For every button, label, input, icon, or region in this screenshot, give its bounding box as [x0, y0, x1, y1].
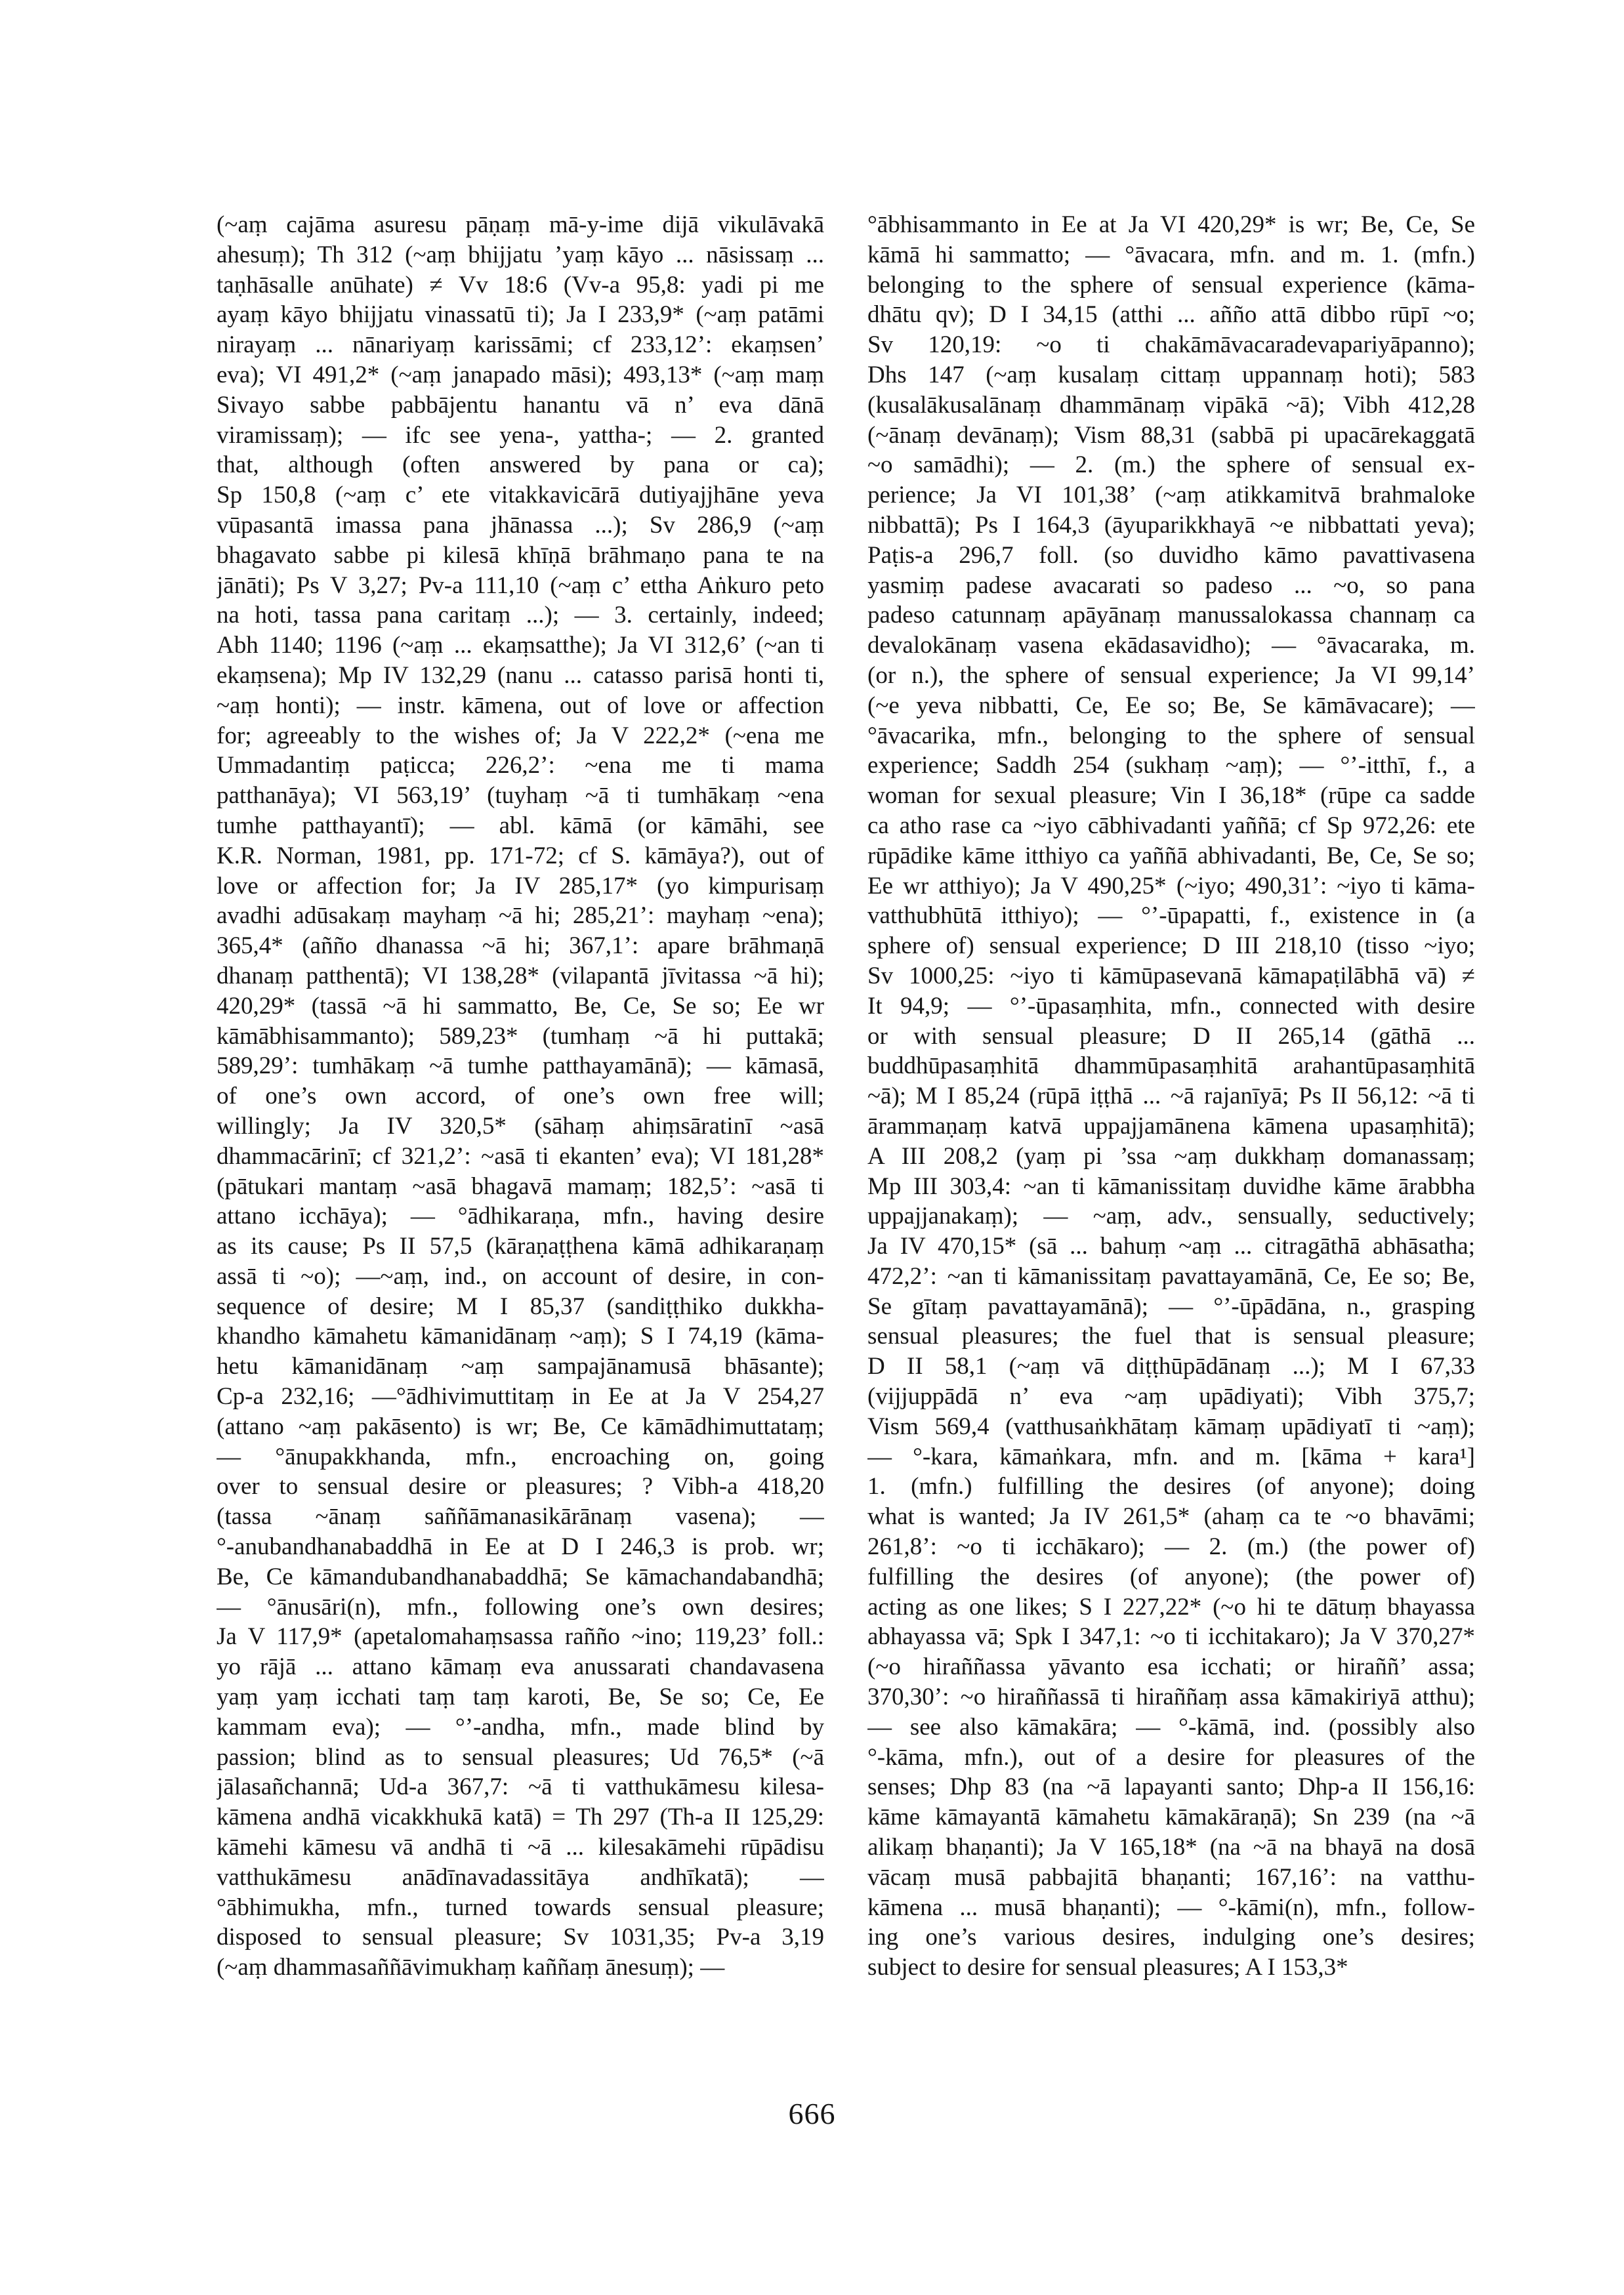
text-line: Paṭis-a 296,7 foll. (so duvidho kāmo pavattivasena	[867, 541, 1475, 569]
text-line: Be, Ce kāmandubandhanabaddhā; Se kāmachandabandhā;	[217, 1563, 824, 1590]
text-line: kāmena ... musā bhaṇanti); — °-kāmi(n), mfn., follow-	[867, 1893, 1475, 1921]
text-line: D II 58,1 (~aṃ vā diṭṭhūpādānaṃ ...); M I 67,33	[867, 1353, 1475, 1380]
text-line: (~aṃ dhammasaññāvimukhaṃ kaññaṃ ānesuṃ); —	[217, 1954, 725, 1981]
text-line: what is wanted; Ja IV 261,5* (ahaṃ ca te ~o bhavāmi;	[867, 1503, 1475, 1531]
text-line: assā ti ~o); —~aṃ, ind., on account of desire, in con-	[217, 1262, 824, 1290]
text-line: love or affection for; Ja IV 285,17* (yo kimpurisaṃ	[217, 872, 824, 899]
text-line: Mp III 303,4: ~an ti kāmanissitaṃ duvidhe kāme ārabbha	[867, 1172, 1475, 1200]
text-line: ahesuṃ); Th 312 (~aṃ bhijjatu ’yaṃ kāyo ... nāsissaṃ ...	[217, 241, 824, 268]
text-line: senses; Dhp 83 (na ~ā lapayanti santo; Dhp-a II 156,16:	[867, 1773, 1475, 1801]
text-line: °ābhisammanto in Ee at Ja VI 420,29* is wr; Be, Ce, Se	[867, 211, 1475, 238]
text-line: buddhūpasaṃhitā dhammūpasaṃhitā arahantūpasaṃhitā	[867, 1052, 1475, 1080]
text-line: ca atho rase ca ~iyo cābhivadanti yaññā; cf Sp 972,26: ete	[867, 812, 1475, 839]
text-line: tumhe patthayantī); — abl. kāmā (or kāmāhi, see	[217, 812, 824, 839]
text-line: willingly; Ja IV 320,5* (sāhaṃ ahiṃsāratinī ~asā	[217, 1112, 824, 1140]
text-line: ~o samādhi); — 2. (m.) the sphere of sensual ex-	[867, 451, 1475, 479]
text-line: yaṃ yaṃ icchati taṃ taṃ karoti, Be, Se so; Ce, Ee	[217, 1684, 824, 1711]
text-line: taṇhāsalle anūhate) ≠ Vv 18:6 (Vv-a 95,8: yadi pi me	[217, 271, 824, 299]
text-line: 370,30’: ~o hiraññassā ti hiraññaṃ assa kāmakiriyā atthu);	[867, 1684, 1475, 1711]
text-line: dhātu qv); D I 34,15 (atthi ... añño attā dibbo rūpī ~o;	[867, 301, 1475, 329]
text-line: subject to desire for sensual pleasures; A I 153,3*	[867, 1954, 1348, 1981]
text-line: na hoti, tassa pana caritaṃ ...); — 3. certainly, indeed;	[217, 602, 824, 629]
text-line: vūpasantā imassa pana jhānassa ...); Sv 286,9 (~aṃ	[217, 511, 824, 539]
text-line: alikaṃ bhaṇanti); Ja V 165,18* (na ~ā na bhayā na dosā	[867, 1834, 1475, 1861]
text-line: Sv 1000,25: ~iyo ti kāmūpasevanā kāmapaṭilābhā vā) ≠	[867, 962, 1475, 989]
right-column	[867, 210, 1475, 1983]
text-line: °-anubandhanabaddhā in Ee at D I 246,3 is prob. wr;	[217, 1533, 824, 1561]
text-line: ing one’s various desires, indulging one’s desires;	[867, 1924, 1475, 1951]
text-line: (vijjuppādā n’ eva ~aṃ upādiyati); Vibh 375,7;	[867, 1383, 1475, 1411]
text-line: passion; blind as to sensual pleasures; Ud 76,5* (~ā	[217, 1743, 824, 1771]
text-line: vācaṃ musā pabbajitā bhaṇanti; 167,16’: na vatthu-	[867, 1863, 1475, 1891]
text-line: (~ānaṃ devānaṃ); Vism 88,31 (sabbā pi upacārekaggatā	[867, 421, 1475, 449]
text-line: It 94,9; — °’-ūpasaṃhita, mfn., connected with desire	[867, 992, 1475, 1020]
text-line: kāme kāmayantā kāmahetu kāmakāraṇā); Sn 239 (na ~ā	[867, 1804, 1475, 1831]
text-line: Ja IV 470,15* (sā ... bahuṃ ~aṃ ... citragāthā abhāsatha;	[867, 1233, 1475, 1260]
text-line: Ummadantiṃ paṭicca; 226,2’: ~ena me ti mama	[217, 752, 824, 779]
text-line: khandho kāmahetu kāmanidānaṃ ~aṃ); S I 74,19 (kāma-	[217, 1323, 824, 1350]
text-line: eva); VI 491,2* (~aṃ janapado māsi); 493,13* (~aṃ maṃ	[217, 361, 824, 388]
text-line: uppajjanakaṃ); — ~aṃ, adv., sensually, seductively;	[867, 1203, 1475, 1230]
text-line: Ja V 117,9* (apetalomahaṃsassa rañño ~ino; 119,23’ foll.:	[217, 1623, 824, 1651]
text-line: fulfilling the desires (of anyone); (the power of)	[867, 1563, 1475, 1590]
text-line: — see also kāmakāra; — °-kāmā, ind. (possibly also	[867, 1713, 1475, 1741]
text-line: avadhi adūsakaṃ mayhaṃ ~ā hi; 285,21’: mayhaṃ ~ena);	[217, 902, 824, 930]
left-column	[217, 210, 824, 1983]
text-line: 589,29’: tumhākaṃ ~ā tumhe patthayamānā); — kāmasā,	[217, 1052, 824, 1080]
text-line: kāmābhisammanto); 589,23* (tumhaṃ ~ā hi puttakā;	[217, 1022, 824, 1050]
text-line: ~aṃ honti); — instr. kāmena, out of love or affection	[217, 692, 824, 719]
text-line: — °-kara, kāmaṅkara, mfn. and m. [kāma + kara¹]	[867, 1443, 1475, 1470]
text-line: kammam eva); — °’-andha, mfn., made blind by	[217, 1713, 824, 1741]
text-line: Sivayo sabbe pabbājentu hanantu vā n’ eva dānā	[217, 391, 824, 419]
page-number: 666	[788, 2097, 836, 2130]
text-line: Vism 569,4 (vatthusaṅkhātaṃ kāmaṃ upādiyatī ti ~aṃ);	[867, 1413, 1475, 1440]
text-line: or with sensual pleasure; D II 265,14 (gāthā ...	[867, 1022, 1475, 1050]
text-line: — °ānupakkhanda, mfn., encroaching on, going	[217, 1443, 824, 1470]
text-line: bhagavato sabbe pi kilesā khīṇā brāhmaṇo pana te na	[217, 541, 824, 569]
text-line: yo rājā ... attano kāmaṃ eva anussarati chandavasena	[217, 1653, 824, 1681]
text-line: vatthubhūtā itthiyo); — °’-ūpapatti, f., existence in (a	[867, 902, 1475, 930]
text-line: belonging to the sphere of sensual experience (kāma-	[867, 271, 1475, 299]
text-line: 365,4* (añño dhanassa ~ā hi; 367,1’: apare brāhmaṇā	[217, 932, 824, 960]
text-line: attano icchāya); — °ādhikaraṇa, mfn., having desire	[217, 1203, 824, 1230]
text-line: 1. (mfn.) fulfilling the desires (of anyone); doing	[867, 1473, 1475, 1500]
text-line: jālasañchannā; Ud-a 367,7: ~ā ti vatthukāmesu kilesa-	[217, 1773, 824, 1801]
text-line: ekaṃsena); Mp IV 132,29 (nanu ... catasso parisā honti ti,	[217, 661, 824, 689]
text-line: (attano ~aṃ pakāsento) is wr; Be, Ce kāmādhimuttataṃ;	[217, 1413, 824, 1440]
text-line: acting as one likes; S I 227,22* (~o hi te dātuṃ bhayassa	[867, 1593, 1475, 1621]
text-line: vatthukāmesu anādīnavadassitāya andhīkatā); —	[217, 1863, 824, 1891]
text-line: °āvacarika, mfn., belonging to the sphere of sensual	[867, 722, 1475, 749]
text-line: (tassa ~ānaṃ saññāmanasikārānaṃ vasena); —	[217, 1503, 824, 1531]
text-line: experience; Saddh 254 (sukhaṃ ~aṃ); — °’-itthī, f., a	[867, 752, 1475, 779]
text-line: Abh 1140; 1196 (~aṃ ... ekaṃsatthe); Ja VI 312,6’ (~an ti	[217, 632, 824, 659]
text-line: kāmehi kāmesu vā andhā ti ~ā ... kilesakāmehi rūpādisu	[217, 1834, 824, 1861]
text-line: devalokānaṃ vasena ekādasavidho); — °āvacaraka, m.	[867, 632, 1475, 659]
text-line: kāmā hi sammatto; — °āvacara, mfn. and m. 1. (mfn.)	[867, 241, 1475, 268]
text-line: over to sensual desire or pleasures; ? Vibh-a 418,20	[217, 1473, 824, 1500]
text-line: sequence of desire; M I 85,37 (sandiṭṭhiko dukkha-	[217, 1292, 824, 1320]
text-line: (kusalākusalānaṃ dhammānaṃ vipākā ~ā); Vibh 412,28	[867, 391, 1475, 419]
text-line: yasmiṃ padese avacarati so padeso ... ~o, so pana	[867, 571, 1475, 599]
text-line: A III 208,2 (yaṃ pi ’ssa ~aṃ dukkhaṃ domanassaṃ;	[867, 1142, 1475, 1170]
text-line: °ābhimukha, mfn., turned towards sensual pleasure;	[217, 1893, 824, 1921]
text-line: ayaṃ kāyo bhijjatu vinassatū ti); Ja I 233,9* (~aṃ patāmi	[217, 301, 824, 329]
text-line: — °ānusāri(n), mfn., following one’s own desires;	[217, 1593, 824, 1621]
text-line: Cp-a 232,16; —°ādhivimuttitaṃ in Ee at Ja V 254,27	[217, 1383, 824, 1411]
text-line: Dhs 147 (~aṃ kusalaṃ cittaṃ uppannaṃ hoti); 583	[867, 361, 1475, 388]
text-line: dhammacārinī; cf 321,2’: ~asā ti ekanten’ eva); VI 181,28*	[217, 1142, 824, 1170]
text-line: ārammaṇaṃ katvā uppajjamānena kāmena upasaṃhitā);	[867, 1112, 1475, 1140]
text-line: woman for sexual pleasure; Vin I 36,18* (rūpe ca sadde	[867, 782, 1475, 810]
text-line: (pātukari mantaṃ ~asā bhagavā mamaṃ; 182,5’: ~asā ti	[217, 1172, 824, 1200]
text-line: padeso catunnaṃ apāyānaṃ manussalokassa channaṃ ca	[867, 602, 1475, 629]
text-line: kāmena andhā vicakkhukā katā) = Th 297 (Th-a II 125,29:	[217, 1804, 824, 1831]
text-line: nirayaṃ ... nānariyaṃ karissāmi; cf 233,12’: ekaṃsen’	[217, 331, 824, 359]
text-line: hetu kāmanidānaṃ ~aṃ sampajānamusā bhāsante);	[217, 1353, 824, 1380]
text-line: of one’s own accord, of one’s own free will;	[217, 1083, 824, 1110]
text-line: Ee wr atthiyo); Ja V 490,25* (~iyo; 490,31’: ~iyo ti kāma-	[867, 872, 1475, 899]
text-line: (~e yeva nibbatti, Ce, Ee so; Be, Se kāmāvacare); —	[867, 692, 1475, 719]
text-line: disposed to sensual pleasure; Sv 1031,35; Pv-a 3,19	[217, 1924, 824, 1951]
text-line: patthanāya); VI 563,19’ (tuyhaṃ ~ā ti tumhākaṃ ~ena	[217, 782, 824, 810]
text-line: that, although (often answered by pana or ca);	[217, 451, 824, 479]
text-line: sensual pleasures; the fuel that is sensual pleasure;	[867, 1323, 1475, 1350]
text-line: 472,2’: ~an ti kāmanissitaṃ pavattayamānā, Ce, Ee so; Be,	[867, 1262, 1475, 1290]
text-line: (~o hiraññassa yāvanto esa icchati; or hiraññ’ assa;	[867, 1653, 1475, 1681]
text-line: Se gītaṃ pavattayamānā); — °’-ūpādāna, n., grasping	[867, 1292, 1475, 1320]
text-line: abhayassa vā; Spk I 347,1: ~o ti icchitakaro); Ja V 370,27*	[867, 1623, 1475, 1651]
text-line: °-kāma, mfn.), out of a desire for pleasures of the	[867, 1743, 1475, 1771]
text-line: jānāti); Ps V 3,27; Pv-a 111,10 (~aṃ c’ ettha Aṅkuro peto	[217, 571, 824, 599]
text-line: dhanaṃ patthentā); VI 138,28* (vilapantā jīvitassa ~ā hi);	[217, 962, 824, 989]
text-line: (or n.), the sphere of sensual experience; Ja VI 99,14’	[867, 661, 1475, 689]
text-line: sphere of) sensual experience; D III 218,10 (tisso ~iyo;	[867, 932, 1475, 960]
text-line: (~aṃ cajāma asuresu pāṇaṃ mā-y-ime dijā vikulāvakā	[217, 211, 824, 238]
text-line: ~ā); M I 85,24 (rūpā iṭṭhā ... ~ā rajanīyā; Ps II 56,12: ~ā ti	[867, 1083, 1475, 1110]
text-line: K.R. Norman, 1981, pp. 171-72; cf S. kāmāya?), out of	[217, 842, 824, 869]
text-line: viramissaṃ); — ifc see yena-, yattha-; — 2. granted	[217, 421, 824, 449]
text-line: rūpādike kāme itthiyo ca yaññā abhivadanti, Be, Ce, Se so;	[867, 842, 1475, 869]
text-line: as its cause; Ps II 57,5 (kāraṇaṭṭhena kāmā adhikaraṇaṃ	[217, 1233, 824, 1260]
text-line: 420,29* (tassā ~ā hi sammatto, Be, Ce, Se so; Ee wr	[217, 992, 824, 1020]
text-line: 261,8’: ~o ti icchākaro); — 2. (m.) (the power of)	[867, 1533, 1475, 1561]
text-line: Sv 120,19: ~o ti chakāmāvacaradevapariyāpanno);	[867, 331, 1475, 359]
text-line: for; agreeably to the wishes of; Ja V 222,2* (~ena me	[217, 722, 824, 749]
text-line: nibbattā); Ps I 164,3 (āyuparikkhayā ~e nibbattati yeva);	[867, 511, 1475, 539]
text-line: perience; Ja VI 101,38’ (~aṃ atikkamitvā brahmaloke	[867, 482, 1475, 509]
text-line: Sp 150,8 (~aṃ c’ ete vitakkavicārā dutiyajjhāne yeva	[217, 482, 824, 509]
